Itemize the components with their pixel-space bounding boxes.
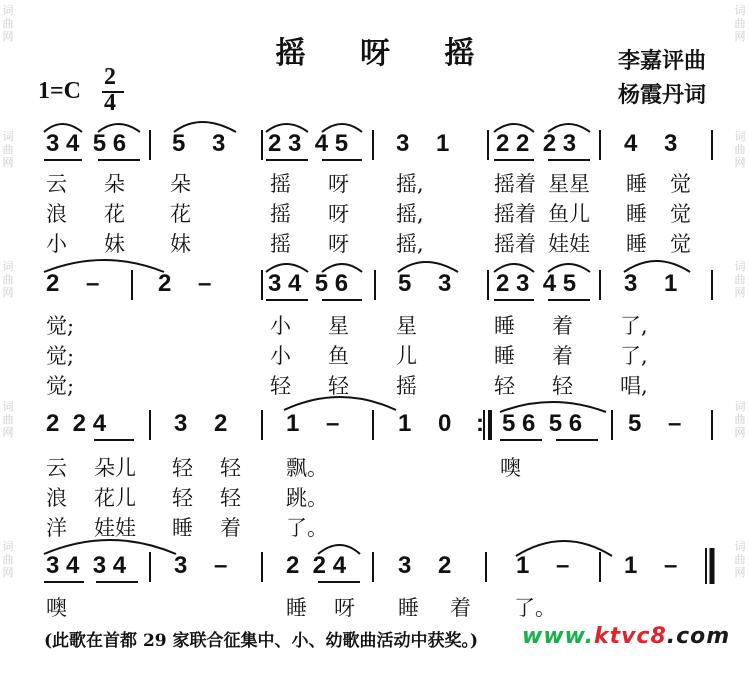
lyric: 摇	[270, 232, 291, 256]
system2-measure5: 2 3 4 5	[496, 270, 577, 297]
lyric: 轻	[172, 486, 193, 510]
lyric: 浪	[46, 202, 67, 226]
lyric: 觉	[670, 232, 691, 256]
logo-part-brand: ktvc8	[593, 624, 667, 649]
lyric: 睡	[626, 232, 647, 256]
lyric: 轻	[220, 486, 241, 510]
lyric: 摇	[270, 172, 291, 196]
lyric: 噢	[500, 456, 521, 480]
lyric: 了,	[620, 314, 648, 338]
system1-measure5: 2 2 2 3	[496, 130, 577, 157]
repeat-colon: :	[476, 410, 484, 437]
system3-measure6: 5 –	[628, 410, 682, 437]
watermark-right-2: 词 曲 网	[734, 130, 746, 169]
time-signature-bottom: 4	[104, 90, 116, 116]
system1-measure2: 5 3	[172, 130, 226, 157]
lyric: 睡	[172, 516, 193, 540]
system2-measure4: 5 3	[398, 270, 452, 297]
lyric: 觉;	[46, 344, 75, 368]
watermark-left-1: 词 曲 网	[2, 4, 14, 43]
watermark-left-4: 词 曲 网	[2, 400, 14, 439]
system1-measure6: 4 3	[624, 130, 678, 157]
system2-measure6: 3 1	[624, 270, 678, 297]
lyric: 娃娃	[548, 232, 590, 256]
system4-measure1: 3 4 3 4	[46, 552, 127, 579]
lyric: 花	[170, 202, 191, 226]
watermark-right-1: 词 曲 网	[734, 4, 746, 43]
system2-measure3: 3 4 5 6	[268, 270, 349, 297]
lyric: 睡	[626, 172, 647, 196]
lyric: 花	[104, 202, 125, 226]
lyric: 摇,	[396, 232, 424, 256]
lyric: 鱼儿	[548, 202, 590, 226]
lyric: 花儿	[94, 486, 136, 510]
lyric: 摇	[270, 202, 291, 226]
lyric: 摇着	[494, 202, 536, 226]
system4-measure4: 3 2	[398, 552, 452, 579]
watermark-right-3: 词 曲 网	[734, 260, 746, 299]
watermark-left-3: 词 曲 网	[2, 260, 14, 299]
lyric: 觉	[670, 202, 691, 226]
lyric: 睡	[626, 202, 647, 226]
lyric: 飘。	[286, 456, 328, 480]
lyric: 轻	[270, 374, 291, 398]
lyric: 呀	[328, 172, 349, 196]
lyric: 鱼	[328, 344, 349, 368]
system2-measure2: 2 –	[158, 270, 212, 297]
award-footnote: (此歌在首都 29 家联合征集中、小、幼歌曲活动中获奖。)	[44, 631, 479, 651]
lyric: 了。	[514, 596, 556, 620]
lyric: 摇,	[396, 202, 424, 226]
lyric: 娃娃	[94, 516, 136, 540]
lyric: 觉	[670, 172, 691, 196]
lyric: 轻	[220, 456, 241, 480]
system4-measure2: 3 –	[174, 552, 228, 579]
lyric: 觉;	[46, 374, 75, 398]
lyric: 睡	[494, 344, 515, 368]
lyric: 睡	[494, 314, 515, 338]
lyric: 云	[46, 172, 67, 196]
lyric: 摇	[396, 374, 417, 398]
lyric: 摇,	[396, 172, 424, 196]
lyric: 儿	[396, 344, 417, 368]
lyric: 轻	[172, 456, 193, 480]
system4-measure3: 2 2 4	[286, 552, 347, 579]
lyric: 了。	[286, 516, 328, 540]
lyric: 星	[396, 314, 417, 338]
lyric: 妹	[104, 232, 125, 256]
logo-part-com: .com	[666, 624, 731, 649]
lyric: 洋	[46, 516, 67, 540]
lyric: 着	[450, 596, 471, 620]
lyric: 轻	[328, 374, 349, 398]
system3-measure3: 1 –	[286, 410, 340, 437]
lyric: 轻	[494, 374, 515, 398]
system3-measure5: 5 6 5 6	[502, 410, 583, 437]
song-title: 摇 呀 摇	[275, 36, 497, 71]
system4-measure6: 1 –	[624, 552, 678, 579]
lyric: 朵	[104, 172, 125, 196]
watermark-right-5: 词 曲 网	[734, 540, 746, 579]
watermark-left-5: 词 曲 网	[2, 540, 14, 579]
lyric: 朵儿	[94, 456, 136, 480]
system1-measure3: 2 3 4 5	[268, 130, 349, 157]
system3-measure4: 1 0	[398, 410, 452, 437]
lyric: 着	[220, 516, 241, 540]
lyric: 呀	[334, 596, 355, 620]
system1-measure1: 3 4 5 6	[46, 130, 127, 157]
lyric: 朵	[170, 172, 191, 196]
lyric: 觉;	[46, 314, 75, 338]
lyric: 着	[552, 344, 573, 368]
lyric: 云	[46, 456, 67, 480]
watermark-right-4: 词 曲 网	[734, 400, 746, 439]
system3-measure2: 3 2	[174, 410, 228, 437]
lyricist-credit: 杨霞丹词	[618, 82, 707, 108]
lyric: 星星	[548, 172, 590, 196]
lyric: 摇着	[494, 232, 536, 256]
lyric: 摇着	[494, 172, 536, 196]
lyric: 呀	[328, 232, 349, 256]
lyric: 唱,	[620, 374, 648, 398]
time-signature-top: 2	[104, 64, 116, 90]
system1-measure4: 3 1	[396, 130, 450, 157]
lyric: 睡	[286, 596, 307, 620]
lyric: 小	[270, 314, 291, 338]
system4-measure5: 1 –	[516, 552, 570, 579]
key-signature: 1=C	[38, 78, 82, 104]
system2-measure1: 2 –	[46, 270, 100, 297]
lyric: 小	[270, 344, 291, 368]
lyric: 浪	[46, 486, 67, 510]
lyric: 妹	[170, 232, 191, 256]
lyric: 噢	[46, 596, 67, 620]
system3-measure1: 2 2 4	[46, 410, 107, 437]
lyric: 跳。	[286, 486, 328, 510]
composer-credit: 李嘉评曲	[618, 48, 707, 74]
lyric: 轻	[552, 374, 573, 398]
lyric: 小	[46, 232, 67, 256]
lyric: 着	[552, 314, 573, 338]
lyric: 了,	[620, 344, 648, 368]
watermark-left-2: 词 曲 网	[2, 130, 14, 169]
logo-part-www: www.	[522, 624, 594, 649]
lyric: 星	[328, 314, 349, 338]
lyric: 睡	[398, 596, 419, 620]
site-logo	[522, 624, 730, 649]
lyric: 呀	[328, 202, 349, 226]
